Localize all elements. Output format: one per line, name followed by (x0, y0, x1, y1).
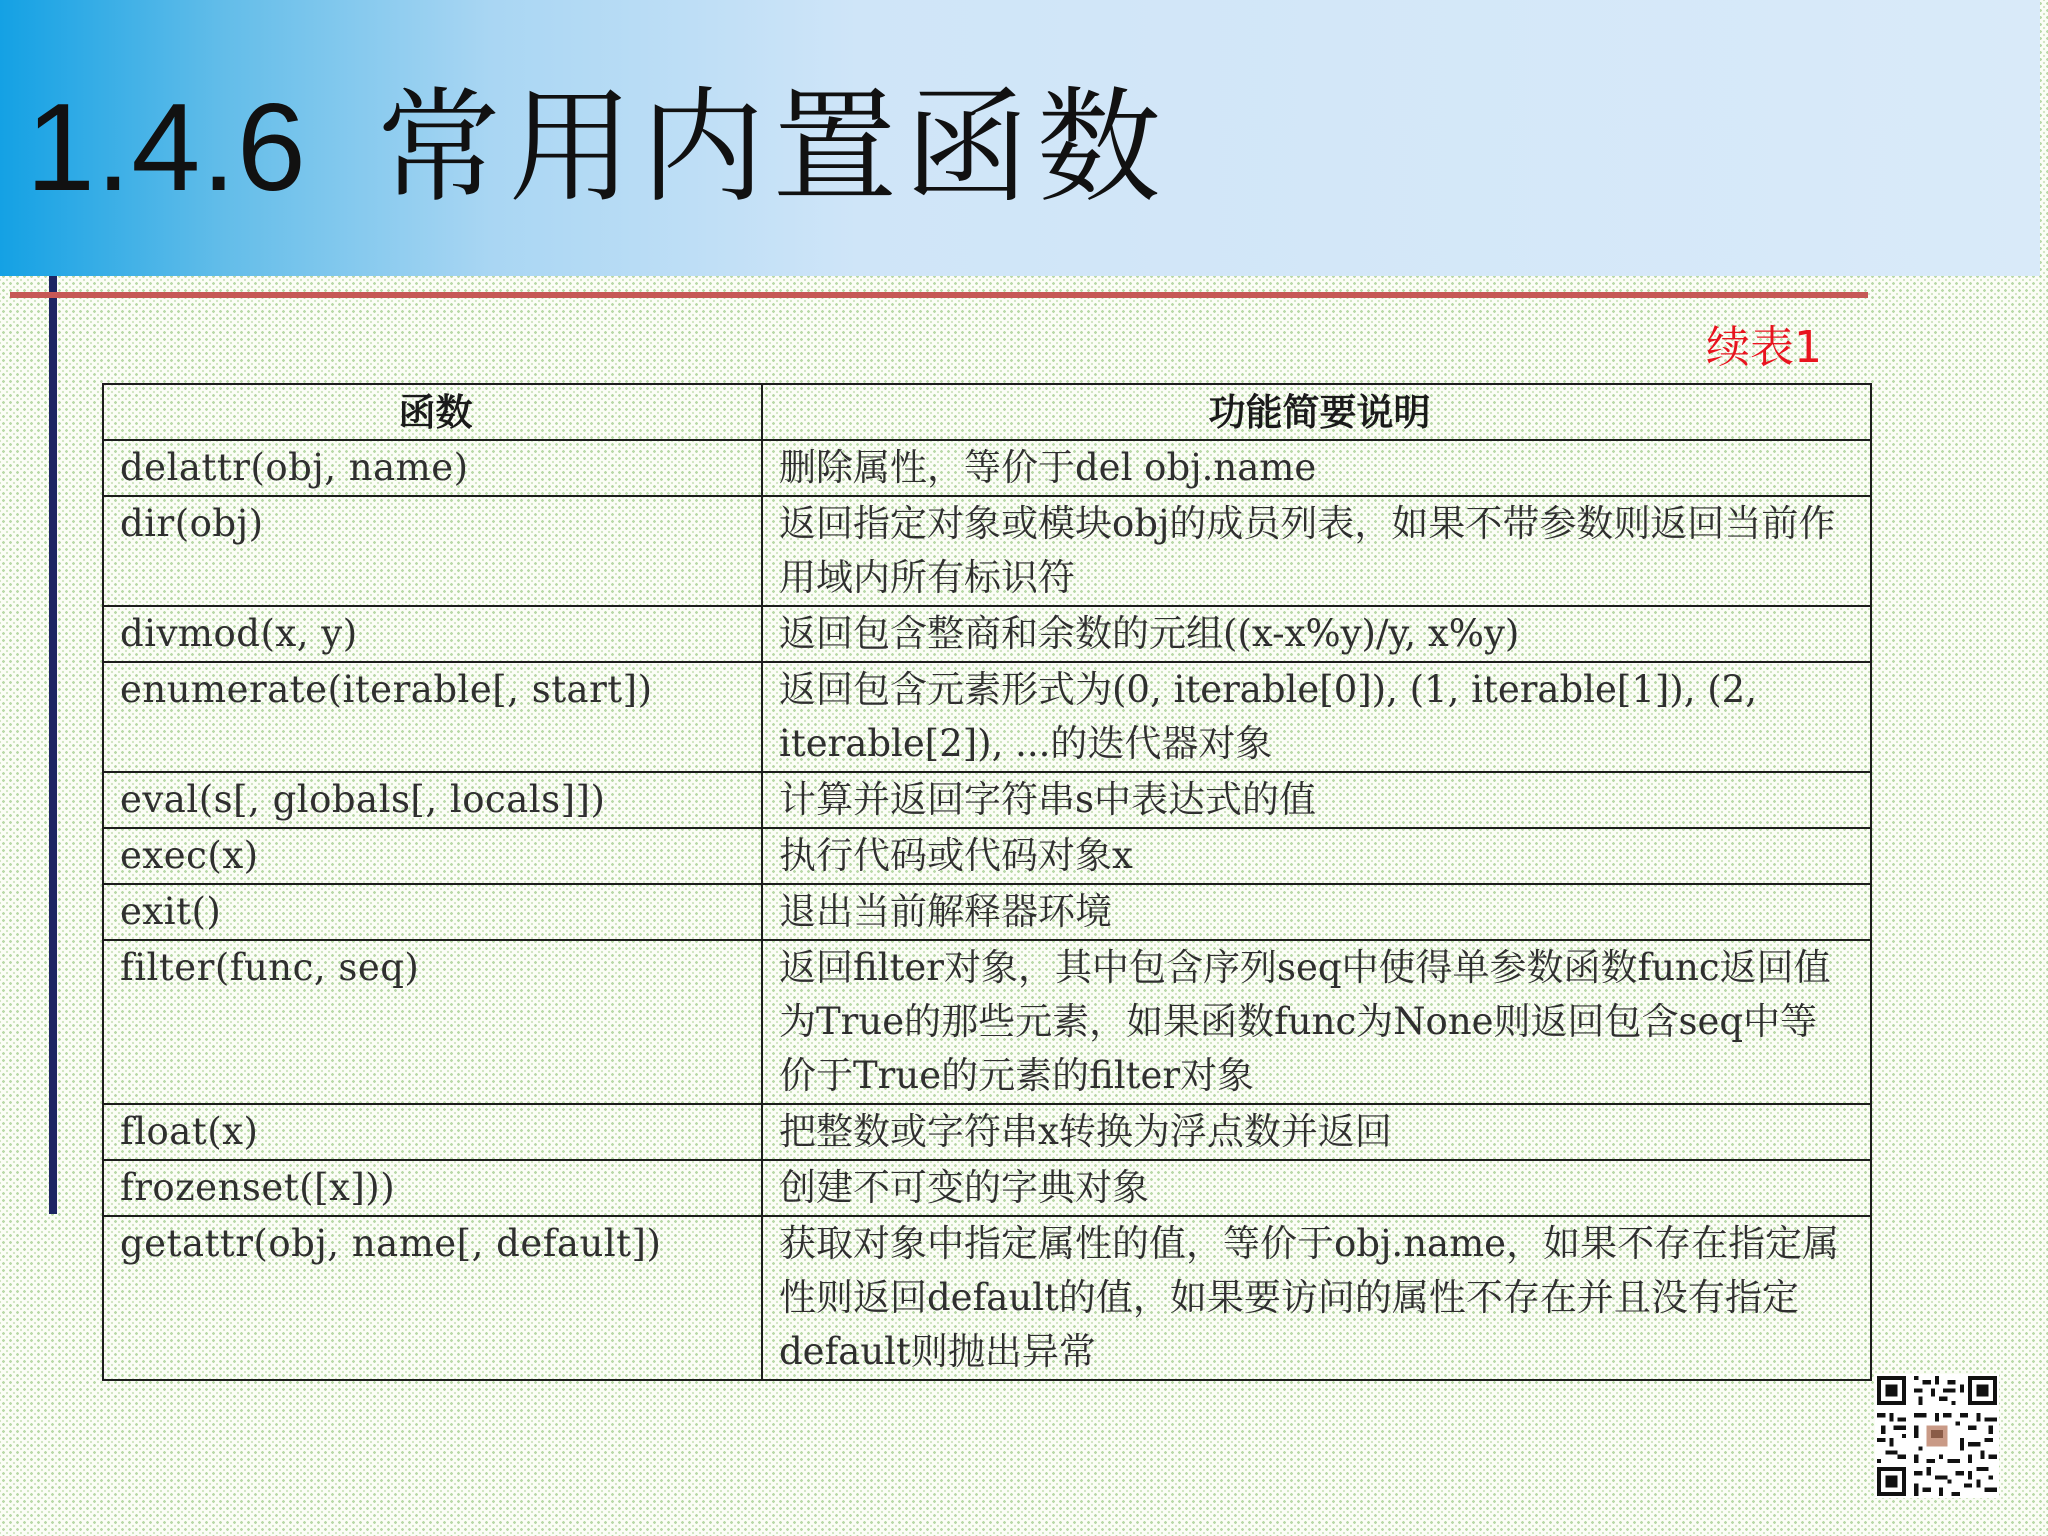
function-description: 删除属性，等价于del obj.name (762, 440, 1871, 496)
table-row (103, 772, 1871, 828)
function-signature: enumerate(iterable[, start]) (103, 662, 762, 772)
qr-code-icon (1875, 1374, 1999, 1498)
function-signature: frozenset([x])) (103, 1160, 762, 1216)
function-signature: eval(s[, globals[, locals]]) (103, 772, 762, 828)
function-description: 退出当前解释器环境 (762, 884, 1871, 940)
function-signature: getattr(obj, name[, default]) (103, 1216, 762, 1380)
header-function: 函数 (103, 384, 762, 440)
table-row (103, 606, 1871, 662)
builtin-functions-table (102, 383, 1872, 1381)
function-signature: divmod(x, y) (103, 606, 762, 662)
function-signature: filter(func, seq) (103, 940, 762, 1104)
function-description: 返回包含元素形式为(0, iterable[0]), (1, iterable[1]), (2, iterable[2]), ...的迭代器对象 (762, 662, 1871, 772)
title-underline (10, 292, 1868, 298)
function-description: 返回包含整商和余数的元组((x-x%y)/y, x%y) (762, 606, 1871, 662)
table-row (103, 1216, 1871, 1380)
function-signature: exec(x) (103, 828, 762, 884)
header-description: 功能简要说明 (762, 384, 1871, 440)
title-band (0, 0, 2040, 276)
table-row (103, 1104, 1871, 1160)
function-signature: dir(obj) (103, 496, 762, 606)
function-description: 执行代码或代码对象x (762, 828, 1871, 884)
table-row (103, 496, 1871, 606)
function-description: 计算并返回字符串s中表达式的值 (762, 772, 1871, 828)
function-description: 把整数或字符串x转换为浮点数并返回 (762, 1104, 1871, 1160)
section-number: 1.4.6 (26, 79, 307, 217)
slide-title (26, 58, 1169, 238)
function-description: 返回指定对象或模块obj的成员列表，如果不带参数则返回当前作用域内所有标识符 (762, 496, 1871, 606)
table-row (103, 440, 1871, 496)
function-signature: delattr(obj, name) (103, 440, 762, 496)
continuation-label: 续表1 (1706, 322, 1822, 373)
left-accent-bar (49, 276, 57, 1214)
table-row (103, 884, 1871, 940)
function-signature: exit() (103, 884, 762, 940)
table-row (103, 662, 1871, 772)
table-header-row (103, 384, 1871, 440)
table-row (103, 1160, 1871, 1216)
function-signature: float(x) (103, 1104, 762, 1160)
function-description: 创建不可变的字典对象 (762, 1160, 1871, 1216)
title-text: 常用内置函数 (376, 76, 1169, 220)
function-description: 返回filter对象，其中包含序列seq中使得单参数函数func返回值为True的那些元素，如果函数func为None则返回包含seq中等价于True的元素的filter对象 (762, 940, 1871, 1104)
function-description: 获取对象中指定属性的值，等价于obj.name，如果不存在指定属性则返回default的值，如果要访问的属性不存在并且没有指定default则抛出异常 (762, 1216, 1871, 1380)
table-row (103, 940, 1871, 1104)
table-row (103, 828, 1871, 884)
